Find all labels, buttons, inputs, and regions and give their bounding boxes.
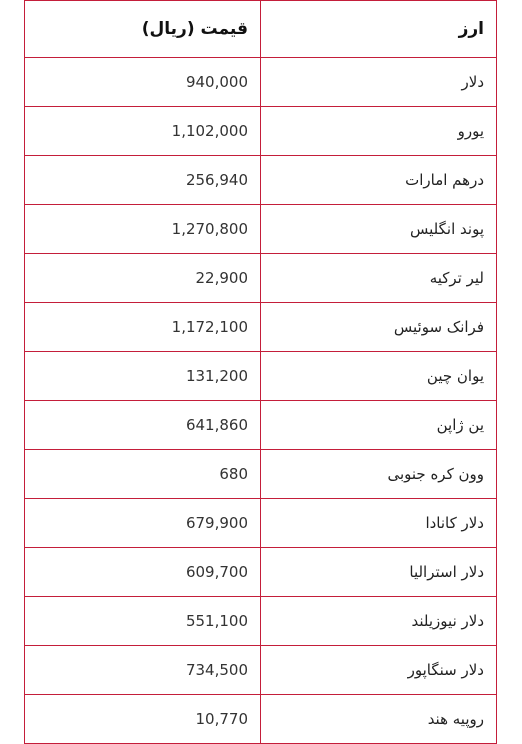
table-row (25, 597, 497, 646)
currency-price: 551,100 (25, 597, 261, 646)
currency-price: 679,900 (25, 499, 261, 548)
currency-name: دلار (261, 58, 497, 107)
table-row (25, 646, 497, 695)
currency-name: پوند انگلیس (261, 205, 497, 254)
table-row (25, 303, 497, 352)
table-header (25, 1, 497, 58)
table-row (25, 401, 497, 450)
currency-name: دلار کانادا (261, 499, 497, 548)
table-row (25, 695, 497, 744)
table-row (25, 352, 497, 401)
currency-name: روپیه هند (261, 695, 497, 744)
currency-name: دلار سنگاپور (261, 646, 497, 695)
currency-price: 734,500 (25, 646, 261, 695)
currency-price: 1,102,000 (25, 107, 261, 156)
table-row (25, 499, 497, 548)
currency-price-table (24, 0, 497, 744)
currency-name: دلار نیوزیلند (261, 597, 497, 646)
currency-price: 609,700 (25, 548, 261, 597)
currency-price: 940,000 (25, 58, 261, 107)
table-row (25, 58, 497, 107)
currency-price: 1,172,100 (25, 303, 261, 352)
currency-name: فرانک سوئیس (261, 303, 497, 352)
currency-name: دلار استرالیا (261, 548, 497, 597)
currency-price: 10,770 (25, 695, 261, 744)
currency-name: یوان چین (261, 352, 497, 401)
header-price: قیمت (ریال) (25, 1, 261, 58)
currency-name: ین ژاپن (261, 401, 497, 450)
currency-price: 680 (25, 450, 261, 499)
currency-price-table-container (24, 0, 496, 744)
header-row (25, 1, 497, 58)
table-row (25, 107, 497, 156)
table-row (25, 548, 497, 597)
currency-name: وون کره جنوبی (261, 450, 497, 499)
currency-price: 22,900 (25, 254, 261, 303)
header-currency: ارز (261, 1, 497, 58)
currency-price: 1,270,800 (25, 205, 261, 254)
currency-name: درهم امارات (261, 156, 497, 205)
currency-price: 256,940 (25, 156, 261, 205)
table-row (25, 156, 497, 205)
currency-price: 641,860 (25, 401, 261, 450)
table-row (25, 254, 497, 303)
currency-price: 131,200 (25, 352, 261, 401)
currency-name: یورو (261, 107, 497, 156)
currency-name: لیر ترکیه (261, 254, 497, 303)
table-row (25, 450, 497, 499)
table-body (25, 58, 497, 744)
table-row (25, 205, 497, 254)
